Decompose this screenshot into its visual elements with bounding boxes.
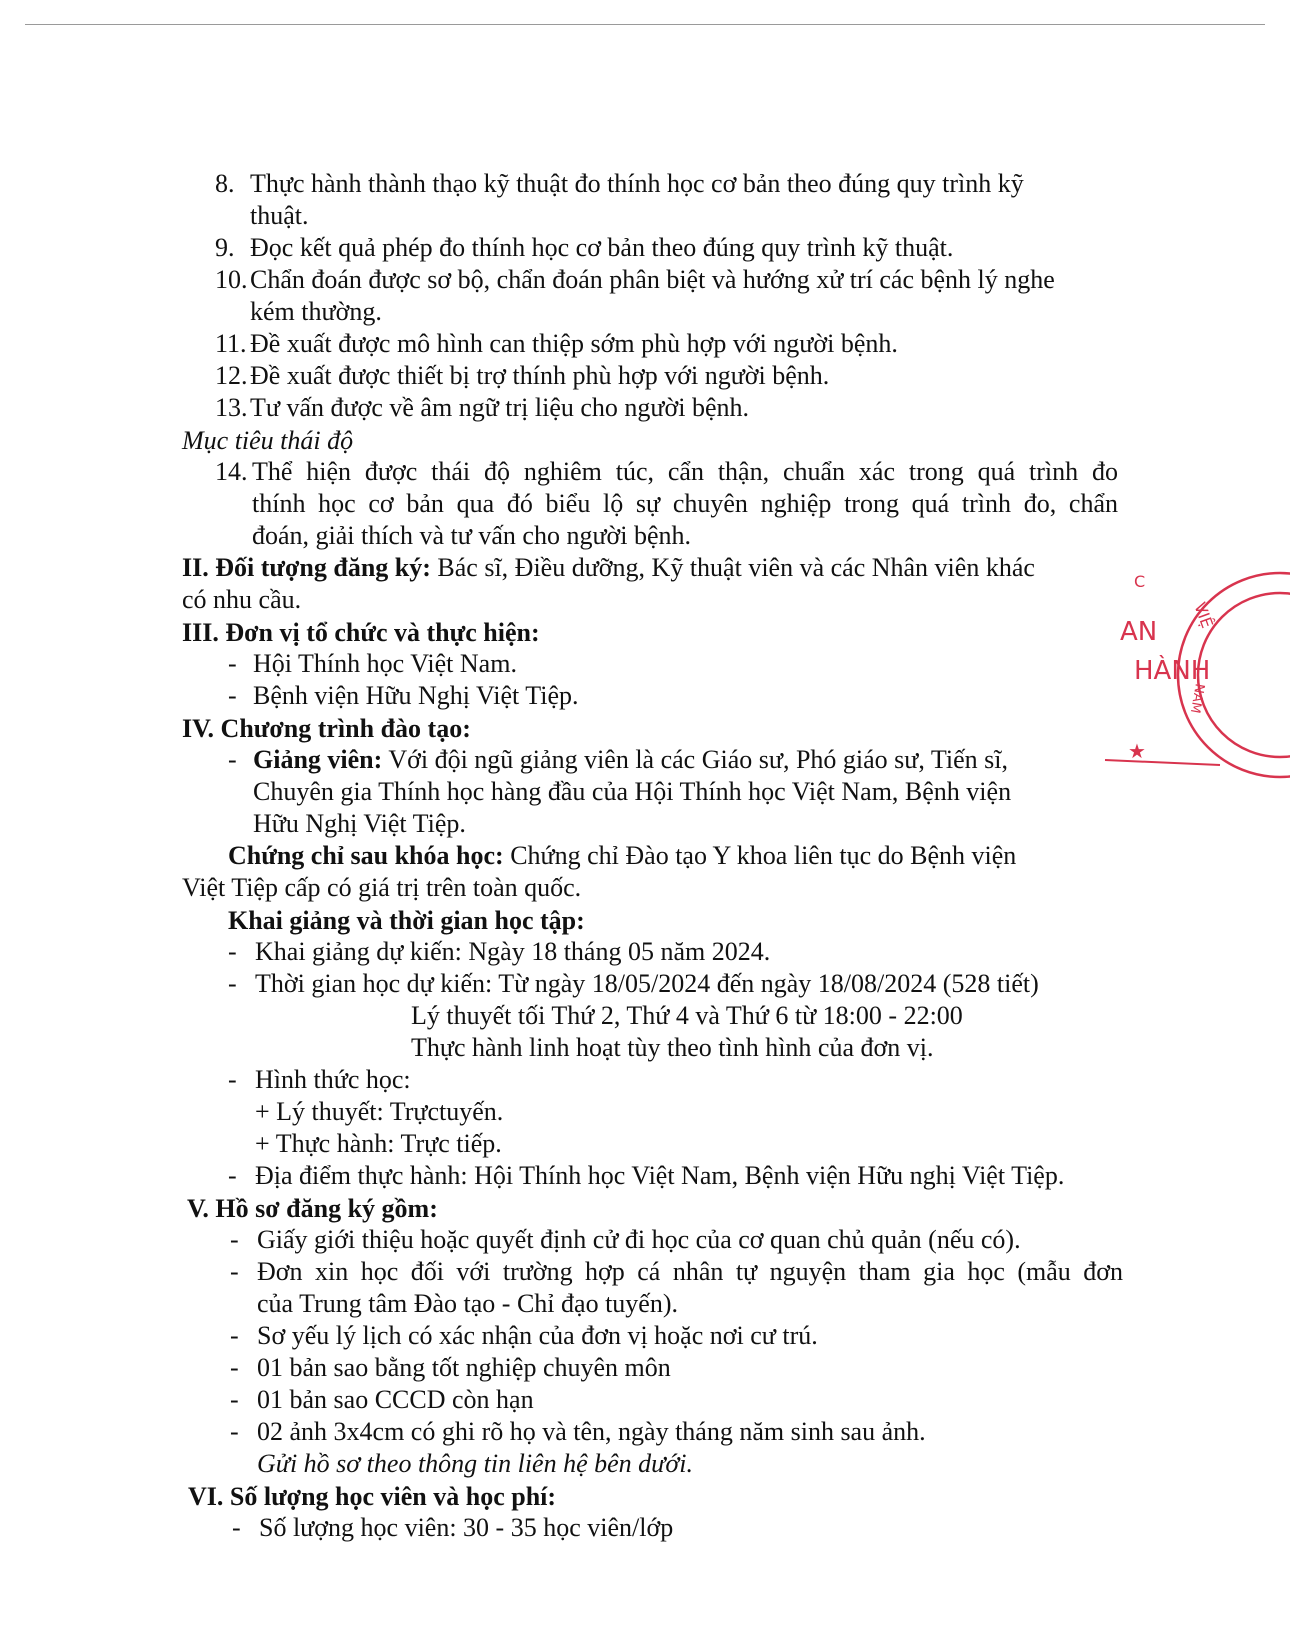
document-item-1: Giấy giới thiệu hoặc quyết định cử đi học của cơ quan chủ quản (nếu có). [257,1225,1021,1254]
objective-item-14: 14. [215,457,248,486]
section-2-title: II. Đối tượng đăng ký: [182,553,431,582]
section-3-item-1: Hội Thính học Việt Nam. [253,649,517,678]
seal-icon [1120,572,1290,815]
bullet-dash: - [230,1385,239,1414]
section-2-line: II. Đối tượng đăng ký: Bác sĩ, Điều dưỡng, Kỹ thuật viên và các Nhân viên khác [182,553,1035,582]
section-2-line-cont: có nhu cầu. [182,585,302,614]
bullet-dash: - [228,681,237,710]
bullet-dash: - [230,1321,239,1350]
lecturer-line-3: Hữu Nghị Việt Tiệp. [253,809,466,838]
bullet-dash: - [230,1353,239,1382]
certificate-line-2: Việt Tiệp cấp có giá trị trên toàn quốc. [182,873,582,902]
section-3-item-2: Bệnh viện Hữu Nghị Việt Tiệp. [253,681,579,710]
document-item-4: 01 bản sao bằng tốt nghiệp chuyên môn [257,1353,671,1382]
certificate-label: Chứng chỉ sau khóa học: [228,841,504,870]
bullet-dash: - [230,1225,239,1254]
bullet-dash: - [232,1513,241,1542]
bullet-dash: - [228,1161,237,1190]
objective-item-14-line2: thính học cơ bản qua đó biểu lộ sự chuyên nghiệp trong quá trình đo, chẩn [252,489,1118,518]
lecturer-line-1: Giảng viên: Với đội ngũ giảng viên là các Giáo sư, Phó giáo sư, Tiến sĩ, [253,745,1008,774]
document-item-3: Sơ yếu lý lịch có xác nhận của đơn vị hoặc nơi cư trú. [257,1321,818,1350]
opening-date: Khai giảng dự kiến: Ngày 18 tháng 05 năm 2024. [255,937,771,966]
theory-schedule: Lý thuyết tối Thứ 2, Thứ 4 và Thứ 6 từ 18:00 - 22:00 [411,1001,963,1030]
submission-note: Gửi hồ sơ theo thông tin liên hệ bên dưới. [257,1449,693,1478]
bullet-dash: - [228,745,237,774]
svg-text:HÀNH: HÀNH [1134,656,1211,686]
format-theory: + Lý thuyết: Trựctuyến. [255,1097,504,1126]
document-item-2-line1: Đơn xin học đối với trường hợp cá nhân tự nguyện tham gia học (mẫu đơn [257,1257,1123,1286]
objective-item-9: 9. Đọc kết quả phép đo thính học cơ bản theo đúng quy trình kỹ thuật. [215,233,954,262]
document-item-2-line2: của Trung tâm Đào tạo - Chỉ đạo tuyến). [257,1289,678,1318]
section-4-title: IV. Chương trình đào tạo: [182,714,471,743]
section-5-title: V. Hồ sơ đăng ký gồm: [187,1194,438,1223]
format-practice: + Thực hành: Trực tiếp. [255,1129,502,1158]
official-seal-fragment [1120,572,1290,815]
svg-text:★: ★ [1128,739,1146,763]
lecturer-line-2: Chuyên gia Thính học hàng đầu của Hội Thính học Việt Nam, Bệnh viện [253,777,1012,806]
lecturer-label: Giảng viên: [253,745,383,774]
section-6-title: VI. Số lượng học viên và học phí: [188,1482,557,1511]
objective-item-14-line3: đoán, giải thích và tư vấn cho người bệnh. [252,521,692,550]
student-count: Số lượng học viên: 30 - 35 học viên/lớp [259,1513,674,1542]
certificate-line-1: Chứng chỉ sau khóa học: Chứng chỉ Đào tạo Y khoa liên tục do Bệnh viện [228,841,1017,870]
objective-item-11: 11. Đề xuất được mô hình can thiệp sớm phù hợp với người bệnh. [215,329,898,358]
opening-label: Khai giảng và thời gian học tập: [228,906,585,935]
objective-item-8-cont: thuật. [250,201,309,230]
svg-text:C: C [1134,572,1146,591]
svg-text:VIỆ: VIỆ [1190,599,1217,631]
objective-item-10: 10.Chẩn đoán được sơ bộ, chẩn đoán phân biệt và hướng xử trí các bệnh lý nghe [215,265,1055,294]
objective-item-10-cont: kém thường. [250,297,382,326]
bullet-dash: - [230,1417,239,1446]
objective-item-13: 13.Tư vấn được về âm ngữ trị liệu cho người bệnh. [215,393,750,422]
practice-location: Địa điểm thực hành: Hội Thính học Việt Nam, Bệnh viện Hữu nghị Việt Tiệp. [255,1161,1065,1190]
section-3-title: III. Đơn vị tổ chức và thực hiện: [182,618,540,647]
svg-text:NAM: NAM [1186,682,1207,715]
study-time: Thời gian học dự kiến: Từ ngày 18/05/2024 đến ngày 18/08/2024 (528 tiết) [255,969,1039,998]
bullet-dash: - [228,649,237,678]
bullet-dash: - [230,1257,239,1286]
objective-item-8: 8. Thực hành thành thạo kỹ thuật đo thính học cơ bản theo đúng quy trình kỹ [215,169,1024,198]
scan-edge-line [25,24,1265,25]
objective-item-12: 12.Đề xuất được thiết bị trợ thính phù hợp với người bệnh. [215,361,830,390]
bullet-dash: - [228,937,237,966]
practice-schedule: Thực hành linh hoạt tùy theo tình hình của đơn vị. [411,1033,934,1062]
format-label: Hình thức học: [255,1065,411,1094]
attitude-heading: Mục tiêu thái độ [182,426,354,455]
svg-text:AN: AN [1120,617,1158,647]
document-item-6: 02 ảnh 3x4cm có ghi rõ họ và tên, ngày tháng năm sinh sau ảnh. [257,1417,926,1446]
bullet-dash: - [228,1065,237,1094]
objective-item-14-line1: Thể hiện được thái độ nghiêm túc, cẩn thận, chuẩn xác trong quá trình đo [252,457,1118,486]
bullet-dash: - [228,969,237,998]
document-item-5: 01 bản sao CCCD còn hạn [257,1385,534,1414]
